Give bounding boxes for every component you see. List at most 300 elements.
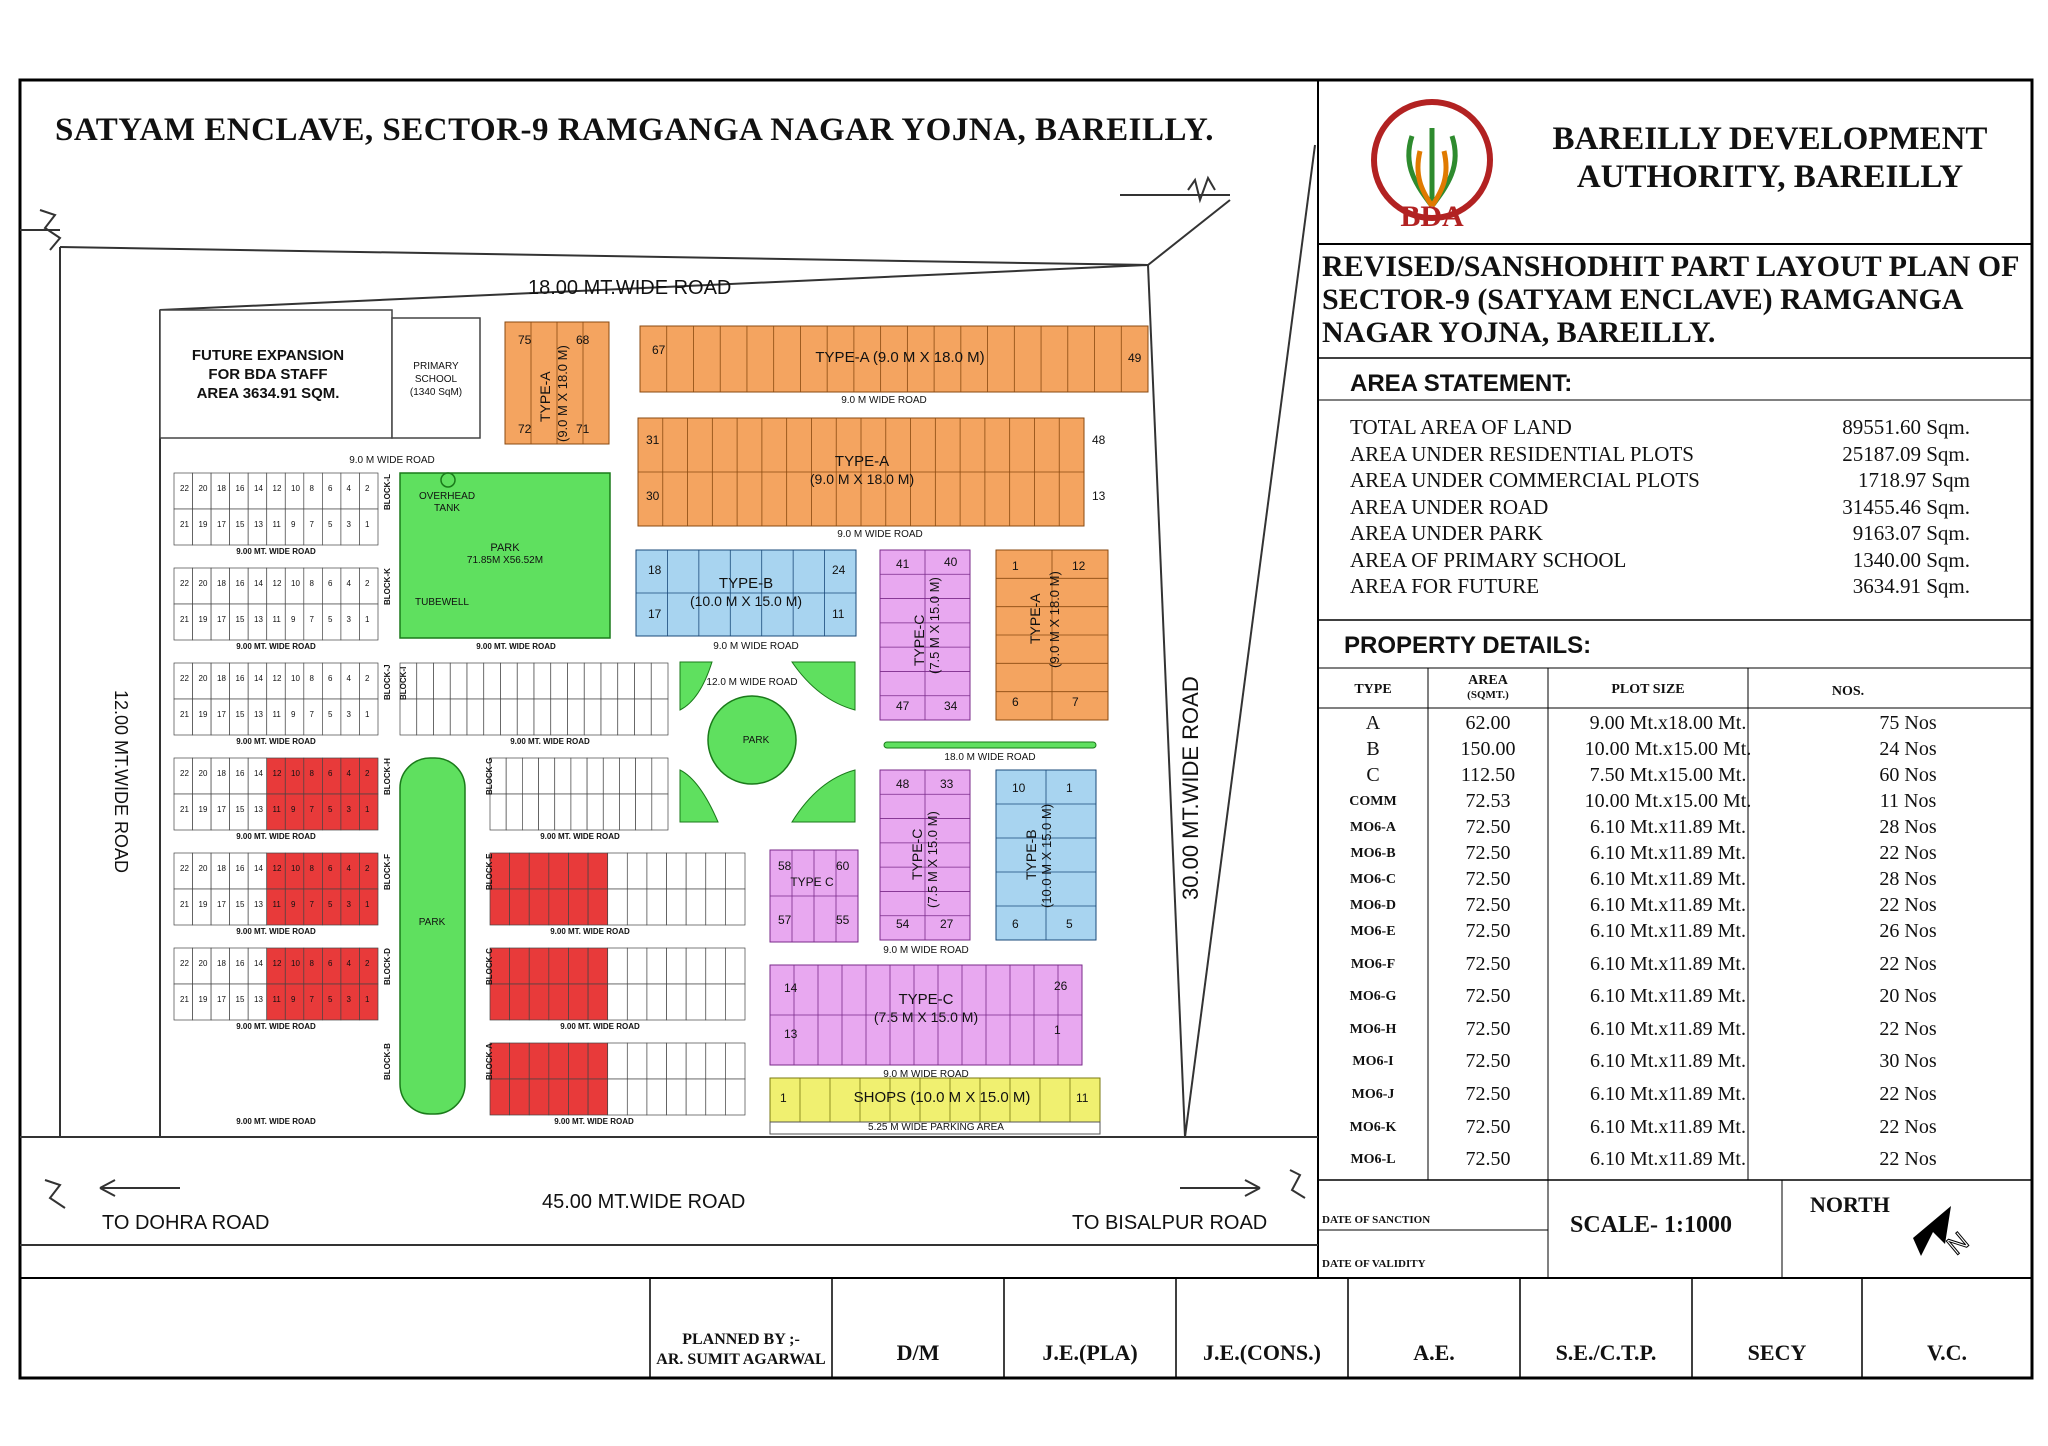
plot-number: 20 [198,579,208,588]
plot-number: 41 [896,557,910,571]
plot-number: 19 [198,710,208,719]
road-9m: 9.00 MT. WIDE ROAD [236,547,316,556]
property-type: MO6-G [1349,989,1397,1005]
property-type: MO6-B [1350,846,1396,861]
plot-number: 5 [328,520,333,529]
property-type: MO6-I [1352,1054,1394,1070]
plot-number: 10 [291,579,300,588]
plot-number: 9 [291,520,296,529]
plot-number: 5 [328,615,333,624]
area-statement-heading: AREA STATEMENT: [1350,370,1573,397]
road-9m: 9.00 MT. WIDE ROAD [554,1117,634,1126]
plot-number: 19 [198,520,208,529]
plot-number: 2 [365,579,370,588]
plot-number: 3 [346,995,351,1004]
plot-number: 13 [254,995,263,1004]
plot-number: 7 [1072,695,1079,709]
property-row [1318,920,2038,946]
plot-number: 16 [235,674,245,683]
property-size: 6.10 Mt.x11.89 Mt. [1590,920,1746,942]
property-area: 72.50 [1465,1083,1511,1105]
area-label: AREA UNDER COMMERCIAL PLOTS [1350,468,1700,492]
plot-number: 11 [272,900,281,909]
plot-number: 58 [778,859,792,873]
plot-number: 20 [198,769,208,778]
overhead-tank-label: OVERHEAD [418,491,476,502]
plot-number: 3 [346,520,351,529]
property-nos: 22 Nos [1879,894,1937,916]
plot-number: 13 [254,520,263,529]
property-row [1318,953,2038,979]
road-9m: 9.00 MT. WIDE ROAD [476,642,556,651]
sign-je-cons: J.E.(CONS.) [1203,1340,1321,1365]
plot-number: 4 [346,484,351,493]
plot-number: 12 [1072,559,1086,573]
type-c-size-label: (7.5 M X 15.0 M) [873,1009,979,1025]
plot-number: 10 [291,959,300,968]
plot-number: 2 [365,864,370,873]
plot-number: 17 [217,900,226,909]
plot-number: 17 [217,520,226,529]
property-nos: 22 Nos [1879,1083,1937,1105]
property-type: A [1365,712,1381,734]
plot-number: 15 [235,520,245,529]
type-b-size-label: (10.0 M X 15.0 M) [1039,803,1054,908]
property-nos: 20 Nos [1879,985,1937,1008]
property-row [1318,1018,2038,1044]
plot-number: 17 [217,710,226,719]
plot-number: 40 [944,555,958,569]
plot-number: 9 [291,805,296,814]
property-type: B [1366,738,1380,760]
road-label-right: 30.00 MT.WIDE ROAD [1178,676,1203,900]
plot-number: 13 [254,805,263,814]
plot-number: 13 [254,710,263,719]
plot-number: 16 [235,959,245,968]
area-value: 89551.60 Sqm. [1842,415,1970,439]
plot-number: 4 [346,864,351,873]
sign-vc: V.C. [1927,1340,1967,1365]
type-b-label: TYPE-B [1023,829,1039,880]
road-9m: 9.00 MT. WIDE ROAD [236,927,316,936]
col-area-label: AREA [1468,673,1508,688]
plot-number: 8 [309,674,314,683]
area-row [1350,574,1970,599]
plot-number: 10 [1012,781,1026,795]
plot-number: 17 [217,995,226,1004]
property-size: 6.10 Mt.x11.89 Mt. [1590,816,1746,838]
plan-title: REVISED/SANSHODHIT PART LAYOUT PLAN OF SECTOR-9 (SATYAM ENCLAVE) RAMGANGA NAGAR YOJNA, BAREILLY. [1322,250,2019,349]
property-row [1318,842,2038,868]
plot-number: 7 [309,805,314,814]
plot-number: 8 [309,484,314,493]
plot-number: 20 [198,864,208,873]
plot-number: 14 [254,769,263,778]
plot-number: 18 [217,864,226,873]
plot-number: 11 [832,607,845,621]
plot-number: 10 [291,484,300,493]
plot-number: 5 [328,710,333,719]
plot-number: 6 [328,674,333,683]
plot-number: 55 [836,913,850,927]
area-label: AREA UNDER ROAD [1350,494,1549,519]
sign-je-pla: J.E.(PLA) [1042,1340,1138,1365]
plot-number: 18 [217,769,226,778]
area-row [1350,521,1970,546]
property-area: 72.50 [1465,920,1511,942]
plot-number: 48 [1092,433,1106,447]
property-size: 6.10 Mt.x11.89 Mt. [1590,894,1746,916]
property-area: 72.50 [1465,816,1511,838]
plot-number: 11 [272,805,281,814]
property-nos: 28 Nos [1879,816,1937,838]
parking-label: 5.25 M WIDE PARKING AREA [868,1122,1004,1133]
block-label: BLOCK-G [485,757,494,795]
plot-number: 2 [365,769,370,778]
plot-number: 10 [291,674,300,683]
school-label: PRIMARY [413,361,459,372]
area-row [1350,442,1970,467]
type-c-size-label: (7.5 M X 15.0 M) [925,811,940,908]
plot-number: 12 [272,484,282,493]
area-row [1350,468,1970,493]
plot-number: 3 [346,615,351,624]
type-a-size-label: (9.0 M X 18.0 M) [1047,571,1062,668]
sign-secy: SECY [1747,1340,1807,1365]
block-label: BLOCK-B [383,1043,392,1080]
future-expansion-label: FUTURE EXPANSION [191,347,345,364]
type-a-size-label: (9.0 M X 18.0 M) [809,471,915,487]
plot-number: 21 [180,520,189,529]
plot-number: 10 [291,769,300,778]
property-size: 10.00 Mt.x15.00 Mt. [1584,790,1752,812]
property-nos: 30 Nos [1879,1050,1937,1073]
area-value: 3634.91 Sqm. [1852,574,1970,598]
plot-number: 14 [254,864,263,873]
plot-number: 57 [778,913,792,927]
plot-number: 6 [1012,695,1019,709]
property-type: MO6-L [1350,1152,1396,1168]
plot-number: 19 [198,995,208,1004]
plot-number: 10 [291,864,300,873]
area-value: 31455.46 Sqm. [1842,494,1970,519]
plot-number: 9 [291,900,296,909]
property-type: COMM [1349,794,1397,809]
plot-number: 11 [1076,1091,1089,1105]
plot-number: 67 [652,343,666,357]
plot-number: 5 [328,805,333,814]
block-label: BLOCK-H [383,758,392,795]
plot-number: 3 [346,805,351,814]
planned-by-label: PLANNED BY ;- [682,1331,800,1348]
tubewell-label: TUBEWELL [415,597,469,608]
property-area: 72.50 [1465,985,1511,1008]
property-area: 72.53 [1465,790,1511,812]
plot-number: 31 [646,433,660,447]
planned-by [650,1330,832,1370]
road-9m: 9.00 MT. WIDE ROAD [560,1022,640,1031]
plot-number: 7 [309,900,314,909]
property-row [1318,1050,2038,1076]
plot-number: 16 [235,769,245,778]
type-c-label: TYPE C [790,875,834,889]
type-a-size-label: (9.0 M X 18.0 M) [555,345,570,442]
plot-number: 22 [180,769,189,778]
property-size: 6.10 Mt.x11.89 Mt. [1590,868,1746,890]
plot-number: 33 [940,777,954,791]
north-label: NORTH [1810,1192,1890,1217]
plot-number: 47 [896,699,910,713]
road-label-bottom: 45.00 MT.WIDE ROAD [542,1191,746,1213]
block-label: BLOCK-E [485,853,494,890]
road-9m: 9.00 MT. WIDE ROAD [510,737,590,746]
plot-number: 5 [328,995,333,1004]
road-9m: 9.0 M WIDE ROAD [713,641,799,652]
plot-number: 22 [180,579,189,588]
plot-number: 19 [198,615,208,624]
property-size: 10.00 Mt.x15.00 Mt. [1584,738,1752,760]
property-area: 72.50 [1465,952,1511,975]
property-row [1318,738,2038,764]
area-value: 1340.00 Sqm. [1852,547,1970,572]
plot-number: 14 [254,959,263,968]
plot-number: 1 [365,995,370,1004]
col-nos: NOS. [1831,684,1865,699]
plot-number: 4 [346,959,351,968]
school-label: (1340 SqM) [409,387,463,398]
plot-number: 15 [235,995,245,1004]
overhead-tank-label: TANK [434,503,460,514]
property-nos: 24 Nos [1879,738,1937,760]
arrow-right-icon [1180,1180,1260,1196]
authority-line-1: BAREILLY DEVELOPMENT [1552,121,1988,157]
road-9m: 9.00 MT. WIDE ROAD [236,1117,316,1126]
property-type: MO6-K [1349,1119,1397,1135]
type-a-label: TYPE-A [834,453,890,470]
plot-number: 22 [180,674,189,683]
road-12m: 12.0 M WIDE ROAD [706,677,798,688]
block-label: BLOCK-L [383,474,392,510]
plot-number: 6 [328,579,333,588]
property-nos: 28 Nos [1879,868,1937,890]
property-row [1318,894,2038,920]
plot-number: 48 [896,777,910,791]
plot-number: 13 [254,900,263,909]
plot-number: 2 [365,674,370,683]
area-label: AREA UNDER RESIDENTIAL PLOTS [1350,441,1694,466]
property-area: 72.50 [1465,868,1511,890]
plot-number: 1 [1012,559,1019,573]
property-size: 6.10 Mt.x11.89 Mt. [1590,842,1746,864]
bda-logo [1362,96,1502,236]
property-size: 6.10 Mt.x11.89 Mt. [1590,1017,1746,1040]
plot-number: 20 [198,674,208,683]
property-area: 72.50 [1465,1115,1511,1138]
block-label: BLOCK-I [399,666,408,700]
col-area-unit: (SQMT.) [1467,689,1509,701]
plot-number: 20 [198,959,208,968]
scale: SCALE- 1:1000 [1570,1212,1733,1238]
plot-number: 3 [346,710,351,719]
road-label-top: 18.00 MT.WIDE ROAD [528,277,732,299]
property-area: 72.50 [1465,1148,1511,1171]
plot-number: 27 [940,917,954,931]
plot-number: 15 [235,710,245,719]
plot-number: 22 [180,959,189,968]
type-c-label: TYPE-C [911,614,927,666]
plot-number: 17 [217,615,226,624]
property-size: 6.10 Mt.x11.89 Mt. [1590,1148,1746,1171]
authority-name [1490,120,2048,196]
plot-number: 12 [272,579,282,588]
plot-number: 15 [235,615,245,624]
area-value: 25187.09 Sqm. [1842,441,1970,466]
road-label-left: 12.00 MT.WIDE ROAD [111,690,131,874]
date-of-sanction: DATE OF SANCTION [1322,1214,1431,1226]
property-row [1318,1148,2038,1174]
plot-number: 7 [309,615,314,624]
property-area: 72.50 [1465,894,1511,916]
property-row [1318,816,2038,842]
plot-number: 2 [365,959,370,968]
property-area: 72.50 [1465,1050,1511,1073]
plot-number: 71 [576,422,590,436]
plot-number: 7 [309,710,314,719]
road-9m: 9.0 M WIDE ROAD [837,529,923,540]
col-area [1428,674,1548,702]
plot-number: 21 [180,900,189,909]
plot-number: 12 [272,864,282,873]
type-c-label: TYPE-C [898,991,954,1008]
plot-number: 18 [217,959,226,968]
property-type: MO6-J [1351,1087,1395,1102]
plot-number: 11 [272,615,281,624]
plot-number: 4 [346,769,351,778]
plot-number: 6 [328,959,333,968]
property-row [1318,1083,2038,1109]
area-label: AREA UNDER PARK [1350,521,1543,545]
plot-number: 19 [198,900,208,909]
property-row [1318,712,2038,738]
plot-number: 30 [646,489,660,503]
plot-number: 49 [1128,351,1142,365]
road-9m: 9.00 MT. WIDE ROAD [236,737,316,746]
date-of-validity: DATE OF VALIDITY [1322,1258,1426,1270]
plot-number: 7 [309,520,314,529]
plot-number: 18 [217,579,226,588]
type-a-label: TYPE-A [537,371,553,422]
plot-number: 1 [365,900,370,909]
road-9m: 9.00 MT. WIDE ROAD [540,832,620,841]
property-row [1318,985,2038,1011]
area-row [1350,415,1970,440]
plot-number: 34 [944,699,958,713]
col-plot-size: PLOT SIZE [1611,682,1685,697]
plot-number: 14 [254,484,263,493]
property-size: 9.00 Mt.x18.00 Mt. [1589,712,1747,734]
road-9m: 9.0 M WIDE ROAD [349,455,435,466]
plot-number: 19 [198,805,208,814]
plot-number: 6 [1012,917,1019,931]
plot-number: 2 [365,484,370,493]
plot-number: 75 [518,333,532,347]
property-area: 72.50 [1465,842,1511,864]
plot-number: 20 [198,484,208,493]
type-c-label: TYPE-C [909,828,925,880]
type-a-label: TYPE-A (9.0 M X 18.0 M) [815,349,985,366]
plot-number: 17 [217,805,226,814]
property-type: C [1366,764,1380,786]
plot-number: 9 [291,995,296,1004]
plot-number: 16 [235,864,245,873]
block-label: BLOCK-F [383,854,392,890]
road-9m: 9.0 M WIDE ROAD [883,1069,969,1080]
property-type: MO6-E [1350,924,1396,939]
plot-number: 26 [1054,979,1068,993]
plot-number: 14 [784,981,798,995]
park-size-label: 71.85M X56.52M [466,555,544,566]
road-9m: 9.0 M WIDE ROAD [883,945,969,956]
area-label: AREA OF PRIMARY SCHOOL [1350,547,1627,572]
roundabout-park-label: PARK [742,735,770,746]
plot-number: 6 [328,864,333,873]
property-type: MO6-A [1350,820,1396,835]
block-label: BLOCK-A [485,1043,494,1080]
arrow-left-icon [100,1180,180,1196]
property-row [1318,764,2038,790]
property-nos: 75 Nos [1879,712,1937,734]
block-label: BLOCK-C [485,948,494,985]
road-9m: 9.00 MT. WIDE ROAD [236,1022,316,1031]
sign-dm: D/M [896,1340,940,1365]
type-a-label: TYPE-A [1027,593,1043,644]
plot-number: 1 [365,520,370,529]
type-b-size-label: (10.0 M X 15.0 M) [689,593,803,609]
plot-number: 17 [648,607,662,621]
property-row [1318,790,2038,816]
plot-number: 16 [235,484,245,493]
col-type: TYPE [1354,682,1392,697]
plot-number: 5 [328,900,333,909]
plot-number: 7 [309,995,314,1004]
property-nos: 22 Nos [1879,952,1937,975]
school-label: SCHOOL [414,374,458,385]
plot-number: 15 [235,900,245,909]
property-nos: 11 Nos [1879,790,1937,812]
shops-label: SHOPS (10.0 M X 15.0 M) [853,1089,1031,1106]
plot-number: 6 [328,484,333,493]
property-size: 6.10 Mt.x11.89 Mt. [1590,952,1746,975]
property-size: 6.10 Mt.x11.89 Mt. [1590,1115,1746,1138]
plot-number: 1 [1054,1023,1061,1037]
property-size: 6.10 Mt.x11.89 Mt. [1590,985,1746,1008]
plot-number: 3 [346,900,351,909]
plot-number: 21 [180,615,189,624]
plot-number: 13 [784,1027,798,1041]
plot-number: 22 [180,864,189,873]
plot-number: 16 [235,579,245,588]
block-label: BLOCK-D [383,948,392,985]
plot-number: 24 [832,563,846,577]
sign-se-ctp: S.E./C.T.P. [1555,1340,1657,1365]
plot-number: 9 [291,710,296,719]
plot-number: 1 [780,1091,787,1105]
property-row [1318,1116,2038,1142]
property-nos: 22 Nos [1879,1148,1937,1171]
property-size: 6.10 Mt.x11.89 Mt. [1590,1050,1746,1073]
plot-number: 1 [365,615,370,624]
sign-ae: A.E. [1413,1340,1455,1365]
